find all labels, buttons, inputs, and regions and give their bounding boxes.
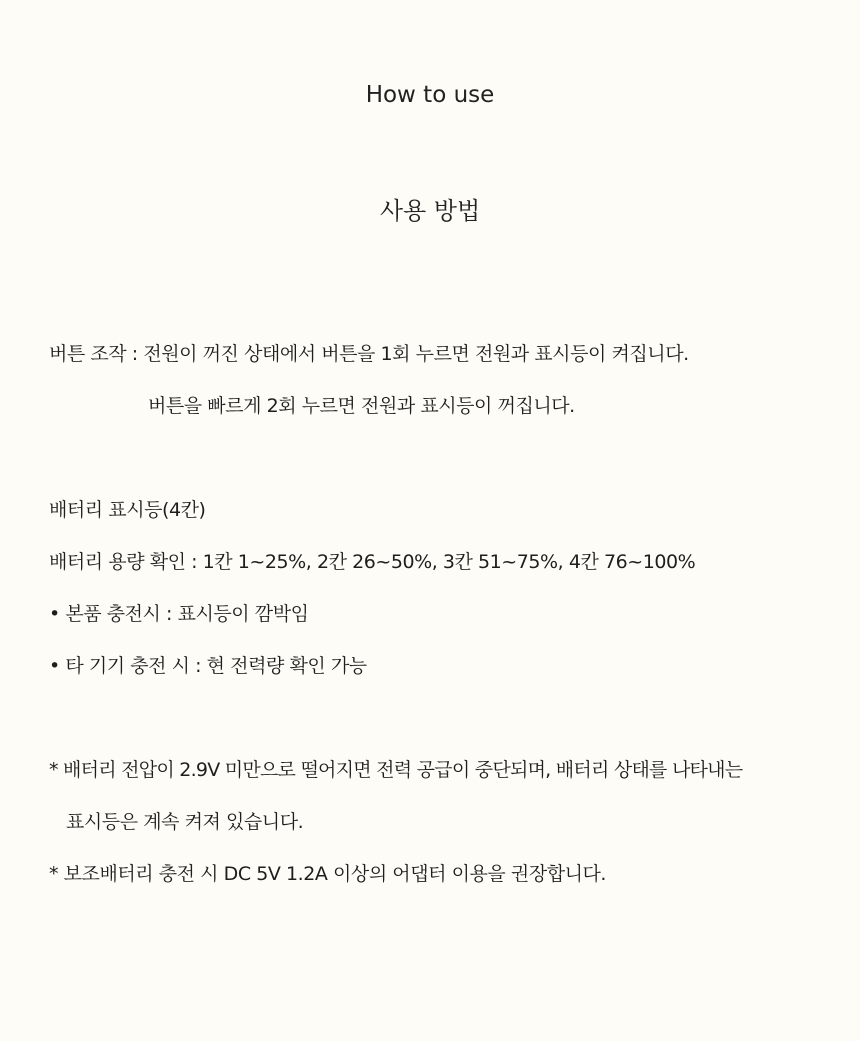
page-title-english: How to use [365, 82, 495, 108]
voltage-note-continued: 표시등은 계속 켜져 있습니다. [66, 811, 304, 833]
button-operation-text-continued: 버튼을 빠르게 2회 누르면 전원과 표시등이 꺼집니다. [148, 395, 575, 417]
battery-capacity-text: 배터리 용량 확인 : 1칸 1~25%, 2칸 26~50%, 3칸 51~75%, 4칸 76~100% [49, 551, 696, 573]
battery-indicator-heading: 배터리 표시등(4칸) [49, 499, 206, 521]
list-item: • 타 기기 충전 시 : 현 전력량 확인 가능 [49, 655, 367, 677]
adapter-note: * 보조배터리 충전 시 DC 5V 1.2A 이상의 어댑터 이용을 권장합니다. [49, 863, 607, 885]
button-operation-text: 버튼 조작 : 전원이 꺼진 상태에서 버튼을 1회 누르면 전원과 표시등이 켜집니다. [49, 343, 689, 365]
page-title-korean: 사용 방법 [379, 197, 481, 225]
voltage-note: * 배터리 전압이 2.9V 미만으로 떨어지면 전력 공급이 중단되며, 배터리 상태를 나타내는 [49, 759, 743, 781]
list-item: • 본품 충전시 : 표시등이 깜박임 [49, 603, 309, 625]
